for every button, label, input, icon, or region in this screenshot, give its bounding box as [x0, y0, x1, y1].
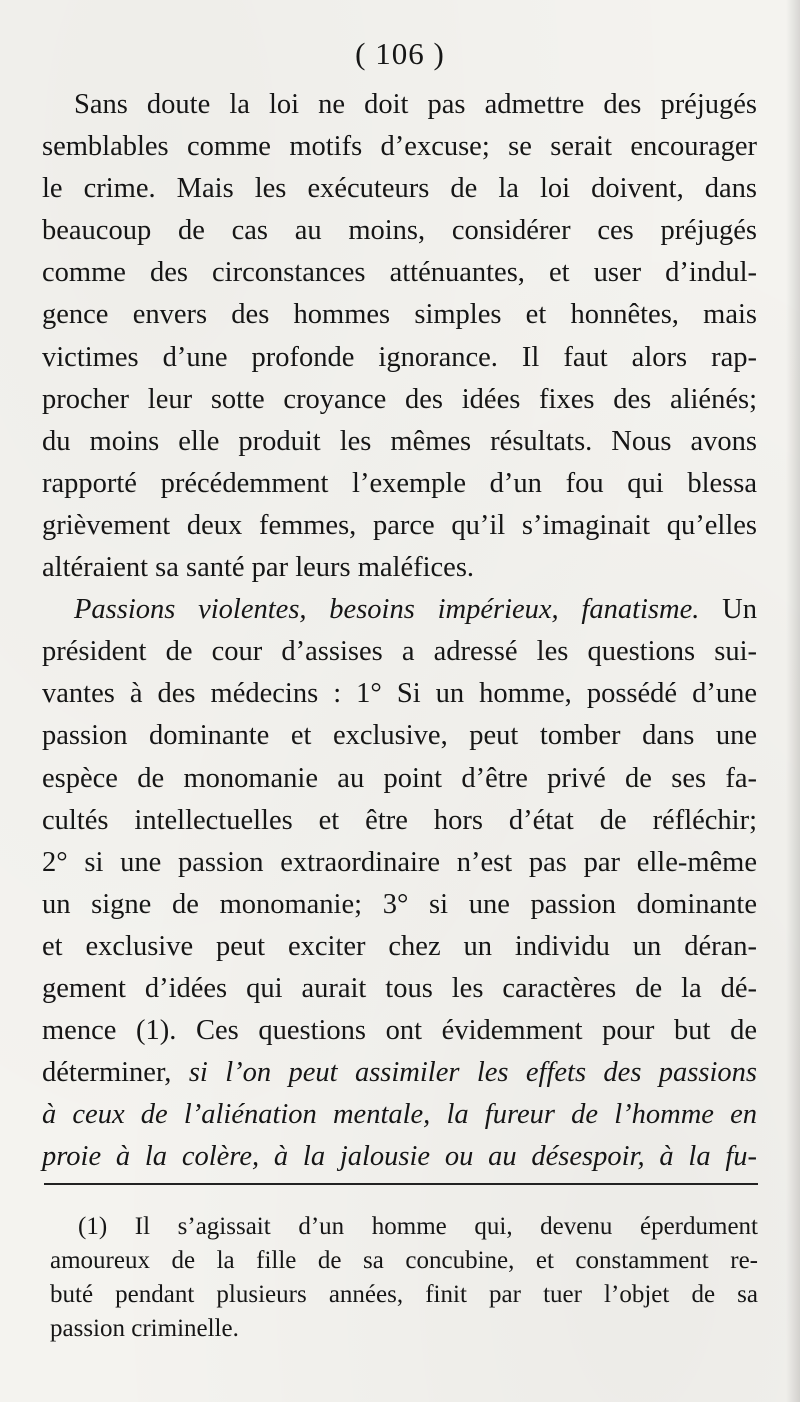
text-line: semblables comme motifs d’excuse; se serait encourager — [42, 131, 757, 163]
italic-segment: si l’on peut assimiler les effets des passions — [188, 1057, 758, 1089]
heading-continuation: Un — [699, 594, 757, 626]
text-line: le crime. Mais les exécuteurs de la loi doivent, dans — [42, 173, 757, 205]
text-line: gement d’idées qui aurait tous les caractères de la dé- — [42, 972, 757, 1004]
text-line: président de cour d’assises a adressé les questions sui- — [42, 636, 757, 668]
text-line: grièvement deux femmes, parce qu’il s’imaginait qu’elles — [42, 509, 757, 541]
main-text — [42, 84, 757, 1178]
text-line: altéraient sa santé par leurs maléfices. — [42, 552, 475, 584]
text-line: vantes à des médecins : 1° Si un homme, possédé d’une — [42, 678, 757, 710]
italic-text-line: proie à la colère, à la jalousie ou au désespoir, à la fu- — [42, 1141, 757, 1173]
text-line: cultés intellectuelles et être hors d’état de réfléchir; — [42, 804, 757, 836]
text-line: rapporté précédemment l’exemple d’un fou qui blessa — [42, 467, 757, 499]
text-line: espèce de monomanie au point d’être privé de ses fa- — [42, 762, 757, 794]
text-line: du moins elle produit les mêmes résultats. Nous avons — [42, 425, 757, 457]
text-line: et exclusive peut exciter chez un individu un déran- — [42, 930, 757, 962]
plain-segment: déterminer, — [42, 1057, 189, 1089]
footnote-line: (1) Il s’agissait d’un homme qui, devenu éperdument — [78, 1213, 758, 1240]
italic-heading: Passions violentes, besoins impérieux, fanatisme. — [74, 594, 700, 626]
text-line: mence (1). Ces questions ont évidemment pour but de — [42, 1015, 757, 1047]
text-line: un signe de monomanie; 3° si une passion dominante — [42, 888, 757, 920]
text-line: comme des circonstances atténuantes, et user d’indul- — [42, 257, 757, 289]
page-number: ( 106 ) — [355, 36, 445, 71]
text-line: beaucoup de cas au moins, considérer ces préjugés — [42, 215, 757, 247]
footnote-line: amoureux de la fille de sa concubine, et constamment re- — [50, 1247, 758, 1274]
text-line: procher leur sotte croyance des idées fixes des aliénés; — [42, 383, 757, 415]
footnote-divider — [44, 1183, 758, 1185]
footnote-line: buté pendant plusieurs années, finit par tuer l’objet de sa — [50, 1281, 758, 1308]
mixed-text-line — [42, 1052, 757, 1094]
text-line: gence envers des hommes simples et honnêtes, mais — [42, 299, 757, 331]
page-edge-shadow — [786, 0, 800, 1402]
footnote-line: passion criminelle. — [50, 1315, 239, 1342]
italic-text-line: à ceux de l’aliénation mentale, la fureur de l’homme en — [42, 1099, 757, 1131]
text-line: 2° si une passion extraordinaire n’est pas par elle-même — [42, 846, 757, 878]
paragraph-heading-line — [42, 589, 757, 631]
text-line: Sans doute la loi ne doit pas admettre des préjugés — [74, 89, 757, 120]
footnote — [50, 1210, 758, 1346]
text-line: passion dominante et exclusive, peut tomber dans une — [42, 720, 757, 752]
text-line: victimes d’une profonde ignorance. Il faut alors rap- — [42, 341, 757, 373]
